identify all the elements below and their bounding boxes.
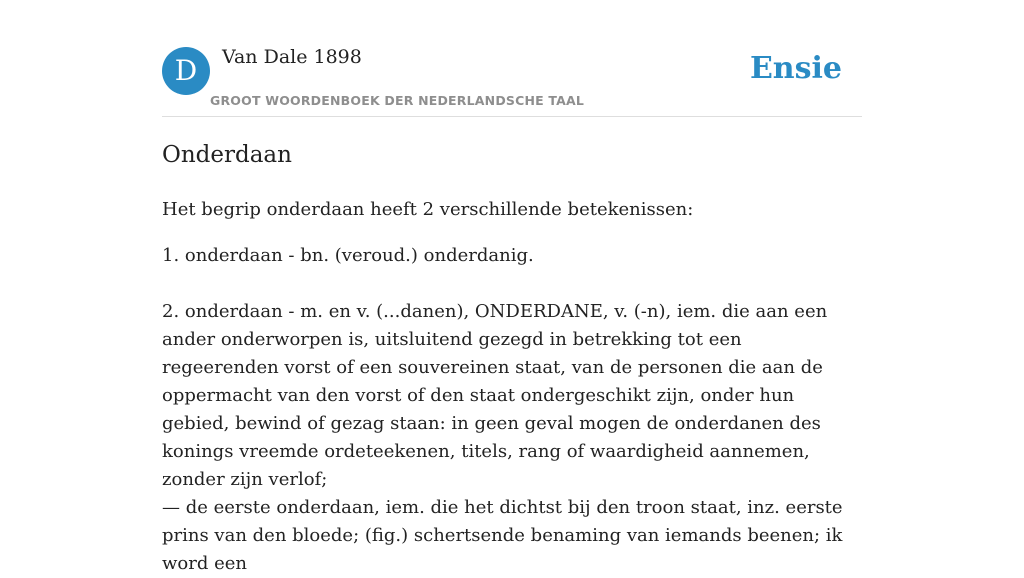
dictionary-name-link[interactable]: Van Dale 1898: [222, 46, 362, 68]
ensie-logo-link[interactable]: Ensie: [749, 51, 842, 86]
definition-1: 1. onderdaan - bn. (veroud.) onderdanig.: [162, 245, 534, 266]
definition-2-text: 2. onderdaan - m. en v. (...danen), ONDERDANE, v. (-n), iem. die aan een ander onderworpen is, uitsluitend gezegd in betrekking tot een regeerenden vorst of een souvereinen staat, van de personen die aan de oppermacht van den vorst of den staat ondergeschikt zijn, onder hun gebied, bewind of gezag staan: in geen geval mogen de onderdanen des konings vreemde ordeteekenen, titels, rang of waardigheid aannemen, zonder zijn verlof;: [162, 301, 828, 490]
dictionary-subtitle: GROOT WOORDENBOEK DER NEDERLANDSCHE TAAL: [210, 93, 585, 108]
site-header: [162, 46, 862, 117]
dictionary-avatar[interactable]: D: [162, 47, 210, 95]
definition-2-sub: — de eerste onderdaan, iem. die het dichtst bij den troon staat, inz. eerste prins van den bloede; (fig.) schertsende benaming van iemands beenen; ik word een: [162, 497, 843, 574]
entry-title: Onderdaan: [162, 142, 292, 168]
entry-content: [162, 138, 862, 578]
definition-2: [162, 298, 862, 578]
entry-intro: Het begrip onderdaan heeft 2 verschillende betekenissen:: [162, 199, 694, 220]
